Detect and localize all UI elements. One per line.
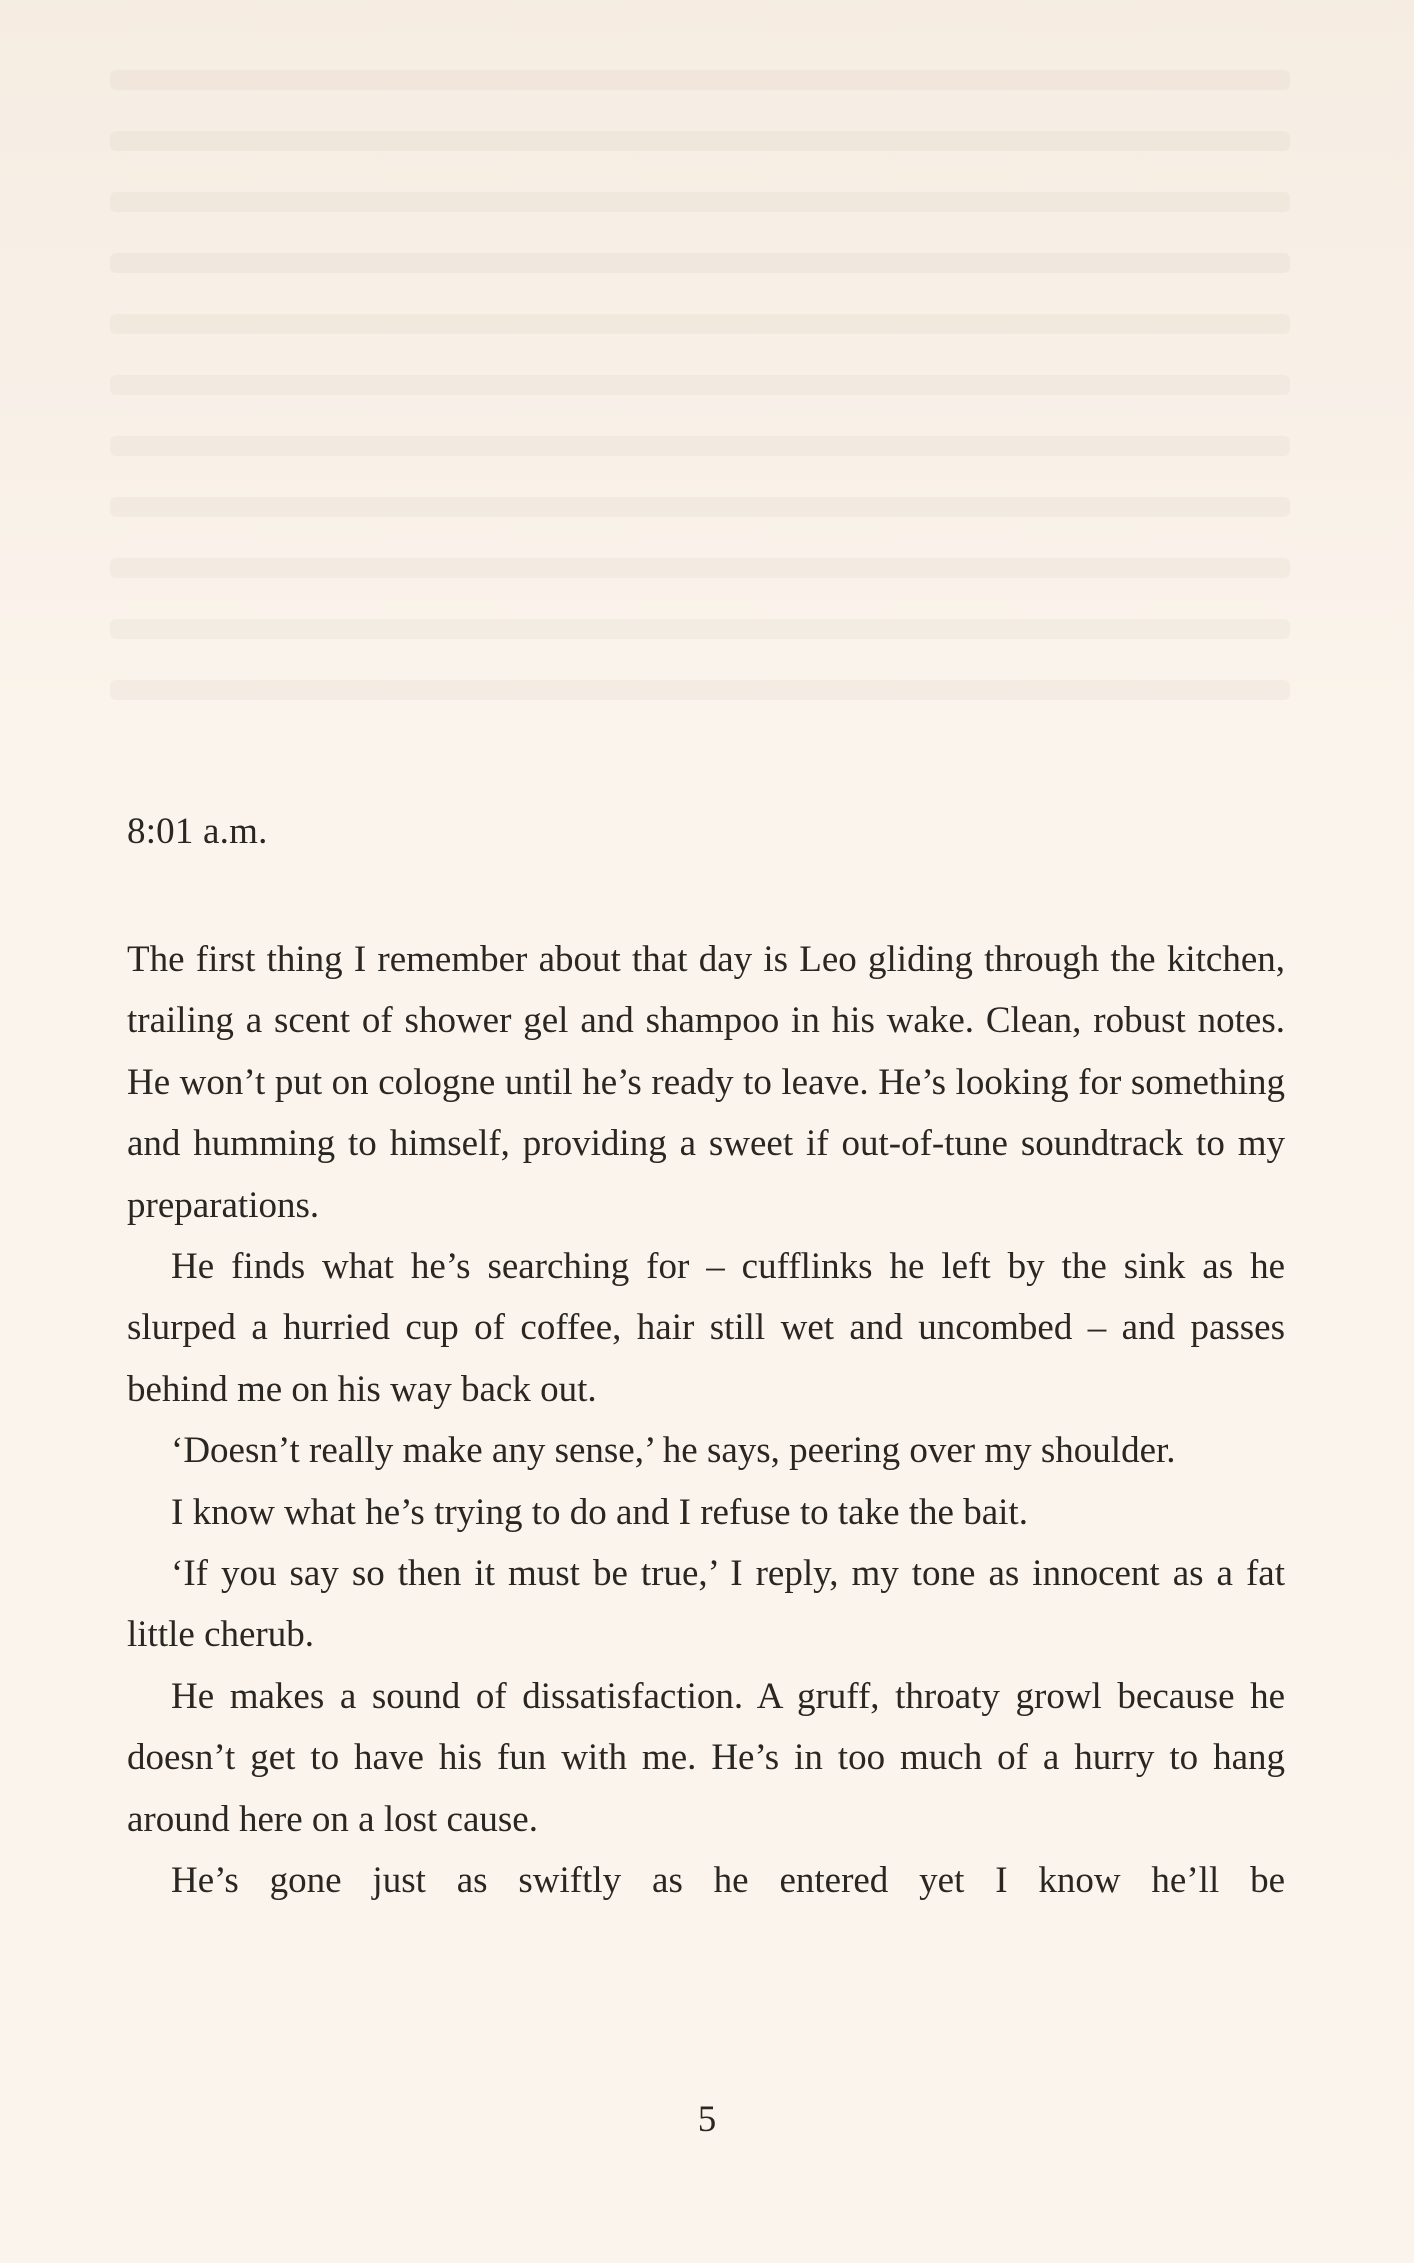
paragraph: The first thing I remember about that day is Leo gliding through the kitchen, trailing a scent of shower gel and shampoo in his wake. Clean, robust notes. He won’t put on cologne until he’s ready to leave. He’s looking for something and humming to himself, providing a sweet if out-of-tune soundtrack to my preparations. <box>127 939 1285 1226</box>
bleed-through-line <box>110 131 1290 151</box>
bleed-through-line <box>110 680 1290 700</box>
bleed-through-line <box>110 375 1290 395</box>
bleed-through-line <box>110 253 1290 273</box>
paragraph: ‘If you say so then it must be true,’ I reply, my tone as innocent as a fat little cherub. <box>127 1553 1285 1656</box>
bleed-through-line <box>110 192 1290 212</box>
bleed-through-line <box>110 436 1290 456</box>
section-timestamp: 8:01 a.m. <box>127 811 268 852</box>
page-number: 5 <box>697 2099 717 2140</box>
bleed-through-line <box>110 314 1290 334</box>
bleed-through-line <box>110 497 1290 517</box>
paragraph: I know what he’s trying to do and I refuse to take the bait. <box>171 1491 1028 1533</box>
paragraph: He makes a sound of dissatisfaction. A gruff, throaty growl because he doesn’t get to have his fun with me. He’s in too much of a hurry to hang around here on a lost cause. <box>127 1675 1285 1840</box>
body-text <box>127 929 1285 1912</box>
paragraph: He finds what he’s searching for – cufflinks he left by the sink as he slurped a hurried cup of coffee, hair still wet and uncombed – and passes behind me on his way back out. <box>127 1246 1285 1410</box>
bleed-through-line <box>110 619 1290 639</box>
bleed-through-line <box>110 70 1290 90</box>
paragraph: ‘Doesn’t really make any sense,’ he says, peering over my shoulder. <box>171 1430 1176 1472</box>
bleed-through-line <box>110 558 1290 578</box>
paragraph: He’s gone just as swiftly as he entered yet I know he’ll be <box>171 1860 1285 1902</box>
